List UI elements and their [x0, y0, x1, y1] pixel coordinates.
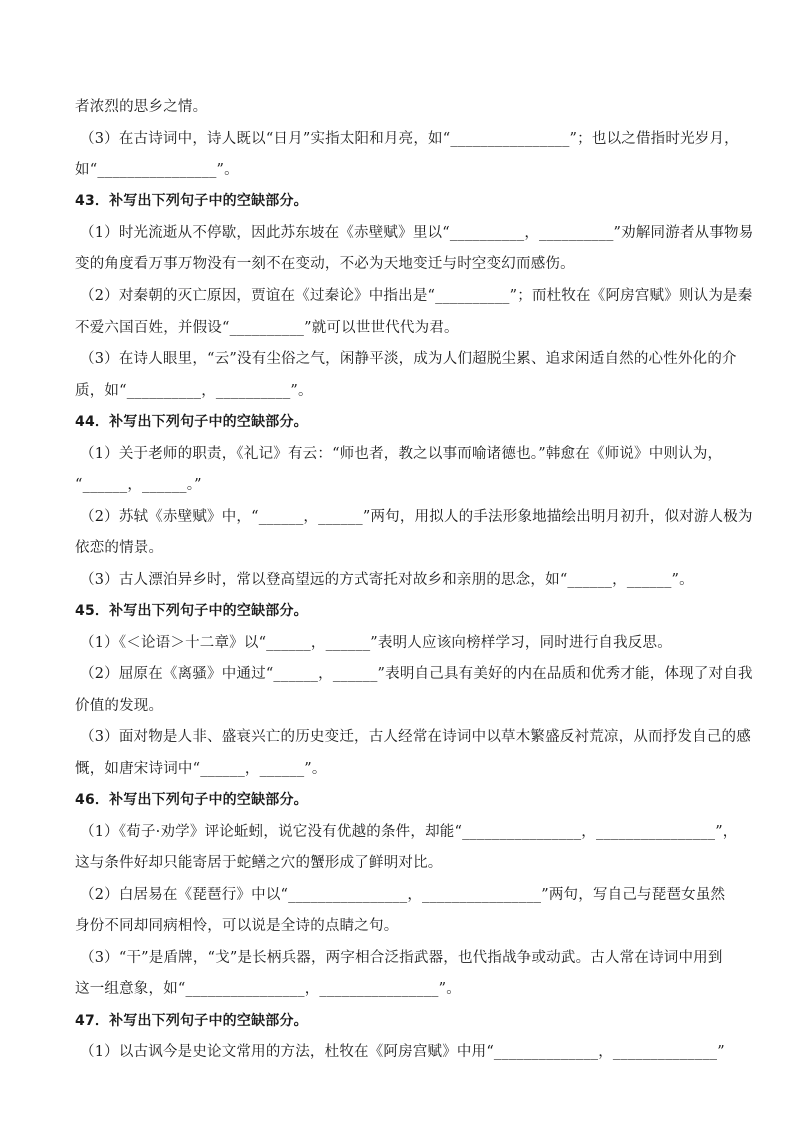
- question-46-2: （2）白居易在《琵琶行》中以“________________，________________”两句，写自己与琵琶女虽然: [80, 887, 726, 903]
- question-43-2: （2）对秦朝的灭亡原因，贾谊在《过秦论》中指出是“__________”；而杜牧在《阿房宫赋》则认为是秦: [80, 288, 753, 304]
- question-45-2: （2）屈原在《离骚》中通过“______，______”表明自己具有美好的内在品质和优秀才能，体现了对自我: [80, 666, 753, 682]
- question-45-1: （1）《＜论语＞十二章》以“______，______”表明人应该向榜样学习，同时进行自我反思。: [80, 635, 672, 651]
- text-line: 依恋的情景。: [75, 540, 164, 556]
- text-line: 质，如“__________，__________”。: [75, 383, 313, 399]
- question-44-heading: 44．补写出下列句子中的空缺部分。: [75, 414, 308, 430]
- text-line: 不爱六国百姓，并假设“__________”就可以世世代代为君。: [75, 320, 459, 336]
- text-line: 变的角度看万事万物没有一刻不在变动，不必为天地变迁与时空变幻而感伤。: [75, 256, 575, 272]
- question-44-2: （2）苏轼《赤壁赋》中，“______，______”两句，用拟人的手法形象地描绘出明月初升，似对游人极为: [80, 509, 753, 525]
- question-43-heading: 43．补写出下列句子中的空缺部分。: [75, 193, 308, 209]
- text-line: 者浓烈的思乡之情。: [75, 99, 208, 115]
- question-47-heading: 47．补写出下列句子中的空缺部分。: [75, 1013, 308, 1029]
- text-line: “______，______。”: [75, 477, 202, 493]
- question-43-3: （3）在诗人眼里，“云”没有尘俗之气，闲静平淡，成为人们超脱尘累、追求闲适自然的心性外化的介: [80, 351, 737, 367]
- question-47-1: （1）以古讽今是史论文常用的方法，杜牧在《阿房宫赋》中用“______________，______________”: [80, 1044, 725, 1060]
- question-43-1: （1）时光流逝从不停歇，因此苏东坡在《赤壁赋》里以“__________，__________”劝解同游者从事物易: [80, 225, 754, 241]
- question-44-3: （3）古人漂泊异乡时，常以登高望远的方式寄托对故乡和亲朋的思念，如“______，______”。: [80, 572, 694, 588]
- question-42-3: （3）在古诗词中，诗人既以“日月”实指太阳和月亮，如“________________”；也以之借指时光岁月，: [80, 131, 739, 147]
- text-line: 这与条件好却只能寄居于蛇鳝之穴的蟹形成了鲜明对比。: [75, 855, 443, 871]
- text-line: 身份不同却同病相怜，可以说是全诗的点睛之句。: [75, 918, 399, 934]
- text-line: 慨，如唐宋诗词中“______，______”。: [75, 761, 327, 777]
- question-46-3: （3）“干”是盾牌，“戈”是长柄兵器，两字相合泛指武器，也代指战争或动武。古人常在诗词中用到: [80, 950, 723, 966]
- question-46-heading: 46．补写出下列句子中的空缺部分。: [75, 792, 308, 808]
- question-45-heading: 45．补写出下列句子中的空缺部分。: [75, 603, 308, 619]
- question-45-3: （3）面对物是人非、盛衰兴亡的历史变迁，古人经常在诗词中以草木繁盛反衬荒凉，从而抒发自己的感: [80, 729, 751, 745]
- question-44-1: （1）关于老师的职责，《礼记》有云：“师也者，教之以事而喻诸德也。”韩愈在《师说》中则认为，: [80, 446, 723, 462]
- question-46-1: （1）《荀子·劝学》评论蚯蚓，说它没有优越的条件，却能“________________，________________”，: [80, 824, 738, 840]
- text-line: 如“________________”。: [75, 162, 239, 178]
- text-line: 价值的发现。: [75, 698, 164, 714]
- text-line: 这一组意象，如“________________，________________”。: [75, 981, 461, 997]
